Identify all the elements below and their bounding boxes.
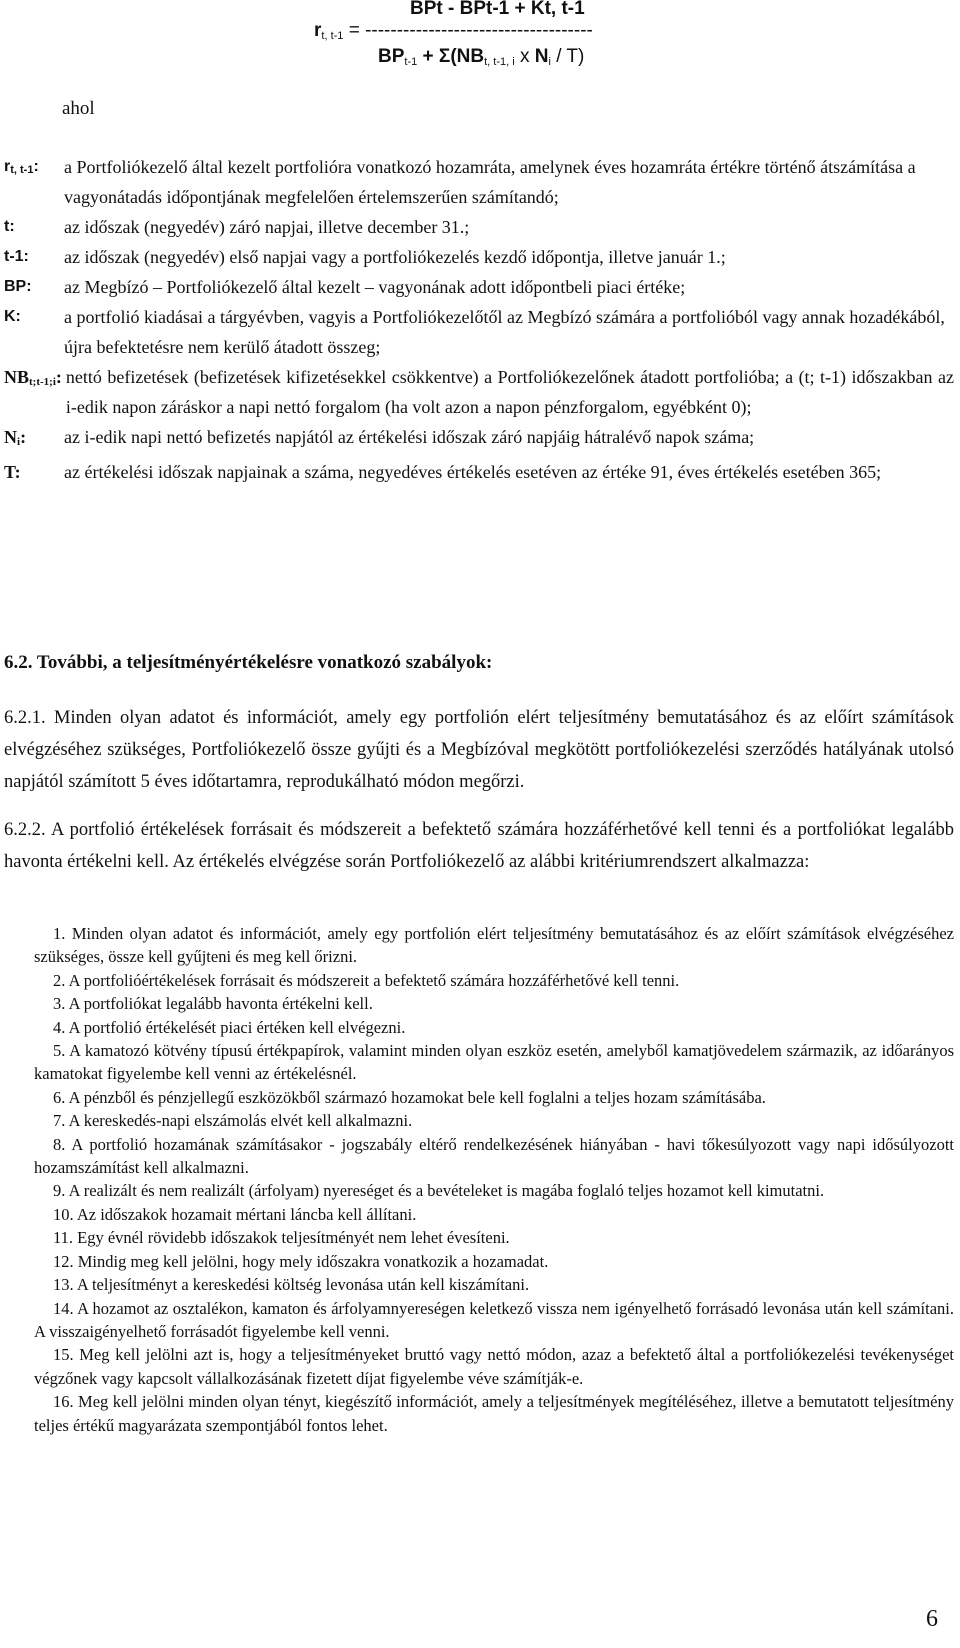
list-item: 7. A kereskedés-napi elszámolás elvét kell alkalmazni. (53, 1111, 413, 1131)
list-item: 9. A realizált és nem realizált (árfolyam) nyereséget és a bevételeket is magába foglaló teljes hozamot kell kimutatni. (53, 1181, 825, 1201)
list-item: 12. Mindig meg kell jelölni, hogy mely időszakra vonatkozik a hozamadat. (53, 1251, 549, 1271)
definition-item (4, 272, 954, 302)
term-sub: i (17, 436, 21, 448)
paragraph-6-2-1: 6.2.1. Minden olyan adatot és információt, amely egy portfolión elért teljesítmény bemutatásához és az előírt számítások elvégzéséhez szükséges, Portfoliókezelő össze gyűjti és a Megbízóval megkötött portfoliókezelési szerződés hatályának utolsó napjától számított 5 éves időtartamra, reprodukálható módon megőrzi. (4, 708, 954, 792)
formula-den-n: N (534, 46, 549, 67)
definition-desc: az időszak (negyedév) első napjai vagy a portfoliókezelés kezdő időpontja, illetve január 1.; (64, 247, 726, 267)
list-item: 10. Az időszakok hozamait mértani láncba kell állítani. (53, 1204, 417, 1224)
formula-den-bp-sub: t-1 (404, 56, 418, 68)
list-item: 2. A portfolióértékelések forrásait és módszereit a befektető számára hozzáférhetővé kell tenni. (53, 970, 680, 990)
formula-den-n-sub: i (548, 56, 551, 68)
formula-den-x: x (519, 46, 530, 67)
definition-desc: az Megbízó – Portfoliókezelő által kezelt – vagyonának adott időpontbeli piaci értéke; (64, 277, 686, 297)
list-item: 4. A portfolió értékelését piaci értéken kell elvégezni. (53, 1017, 406, 1037)
formula-numerator: BPt - BPt-1 + Kt, t-1 (410, 0, 585, 19)
term-main: N (4, 427, 17, 447)
formula-den-sigma: Σ(NB (438, 46, 485, 67)
definition-term: T: (4, 462, 21, 482)
definition-term: K: (4, 308, 21, 325)
term-sub: t, t-1 (10, 164, 34, 176)
formula-den-plus: + (422, 46, 434, 67)
definition-item (4, 362, 954, 422)
term-sub: t;t-1;i (29, 376, 56, 388)
formula-lhs (314, 20, 593, 42)
list-item: 14. A hozamot az osztalékon, kamaton és árfolyamnyereségen keletkező vissza nem igényelhető forrásadó levonása után kell számítani. A visszaigényelhető forrásadót figyelembe kell venni. (34, 1298, 954, 1341)
formula-den-bp: BP (378, 46, 405, 67)
ahol-label: ahol (62, 98, 95, 119)
term-tail: : (33, 158, 39, 175)
definition-term (4, 422, 64, 457)
formula-den-tail: / T) (556, 46, 585, 67)
paragraph-6-2-2: 6.2.2. A portfolió értékelések forrásait és módszereit a befektető számára hozzáférhetővé kell tenni és a portfoliókat legalább havonta értékelni kell. Az értékelés elvégzése során Portfoliókezelő az alábbi kritériumrendszert alkalmazza: (4, 820, 954, 872)
definition-desc: az időszak (negyedév) záró napjai, illetve december 31.; (64, 217, 470, 237)
definition-item (4, 212, 954, 242)
definition-desc: az értékelési időszak napjainak a száma, negyedéves értékelés esetéven az értéke 91, éves értékelés esetében 365; (64, 462, 882, 482)
list-item: 3. A portfoliókat legalább havonta értékelni kell. (53, 994, 373, 1014)
definition-term (4, 362, 62, 422)
term-main: r (4, 158, 11, 175)
definition-item (4, 152, 954, 212)
formula-denominator (378, 46, 584, 68)
criteria-list (34, 922, 954, 1437)
page-number: 6 (926, 1606, 938, 1632)
list-item: 1. Minden olyan adatot és információt, amely egy portfolión elért teljesítmény bemutatásához és az előírt számítások elvégzéséhez szükséges, össze kell gyűjteni és meg kell őrizni. (34, 924, 954, 967)
list-item: 11. Egy évnél rövidebb időszakok teljesítményét nem lehet évesíteni. (53, 1228, 510, 1248)
definition-desc: a portfolió kiadásai a tárgyévben, vagyis a Portfoliókezelőtől az Megbízó számára a portfolióból vagy annak hozadékából, újra befektetésre nem kerülő átadott összeg; (64, 307, 945, 357)
list-item: 8. A portfolió hozamának számításakor - jogszabály eltérő rendelkezésének hiányában - havi tőkesúlyozott vagy napi idősúlyozott hozamszámítást kell alkalmazni. (34, 1134, 954, 1178)
formula-r-sub: t, t-1 (321, 30, 344, 42)
formula-fraction-line: = ------------------------------------ (348, 20, 593, 41)
term-main: NB (4, 367, 30, 387)
list-item: 6. A pénzből és pénzjellegű eszközökből származó hozamokat bele kell foglalni a teljes hozam számításába. (53, 1087, 766, 1107)
definitions-list (4, 152, 954, 487)
definition-desc: a Portfoliókezelő által kezelt portfolióra vonatkozó hozamráta, amelynek éves hozamráta értékre történő átszámítása a vagyonátadás időpontjának megfelelően értelemszerűen számítandó; (64, 157, 916, 207)
definition-item (4, 302, 954, 362)
definition-term: t: (4, 218, 15, 235)
definition-item (4, 422, 954, 457)
definition-term: BP: (4, 278, 32, 295)
formula-den-nb-sub: t, t-1, i (484, 56, 515, 68)
term-tail: : (20, 427, 27, 447)
term-tail: : (55, 367, 62, 387)
formula-r: r (314, 20, 322, 41)
list-item: 15. Meg kell jelölni azt is, hogy a teljesítményeket bruttó vagy nettó módon, azaz a befektető által a portfoliókezelési tevékenységet végzőnek vagy kapcsolt vállalkozásának fizetett díjat figyelembe véve számítják-e. (34, 1345, 954, 1388)
list-item: 16. Meg kell jelölni minden olyan tényt, kiegészítő információt, amely a teljesítmények megítéléséhez, illetve a bemutatott teljesítmény teljes értékű magyarázata szempontjából fontos lehet. (34, 1392, 954, 1435)
definition-item (4, 242, 954, 272)
definition-item (4, 457, 954, 487)
section-title: 6.2. További, a teljesítményértékelésre vonatkozó szabályok: (4, 652, 493, 673)
definition-term (4, 152, 64, 212)
definition-desc: az i-edik napi nettó befizetés napjától az értékelési időszak záró napjáig hátralévő napok száma; (64, 427, 755, 447)
list-item: 5. A kamatozó kötvény típusú értékpapírok, valamint minden olyan eszköz esetén, amelyből kamatjövedelem származik, az időarányos kamatokat figyelembe kell venni az értékelésnél. (34, 1041, 954, 1084)
definition-desc: nettó befizetések (befizetések kifizetésekkel csökkentve) a Portfoliókezelőnek átadott portfolióba; a (t; t-1) időszakban az i-edik napon záráskor a napi nettó forgalom (ha volt azon a napon pénzforgalom, egyébként 0); (65, 367, 954, 417)
definition-term: t-1: (4, 248, 29, 265)
list-item: 13. A teljesítményt a kereskedési költség levonása után kell kiszámítani. (53, 1275, 530, 1295)
